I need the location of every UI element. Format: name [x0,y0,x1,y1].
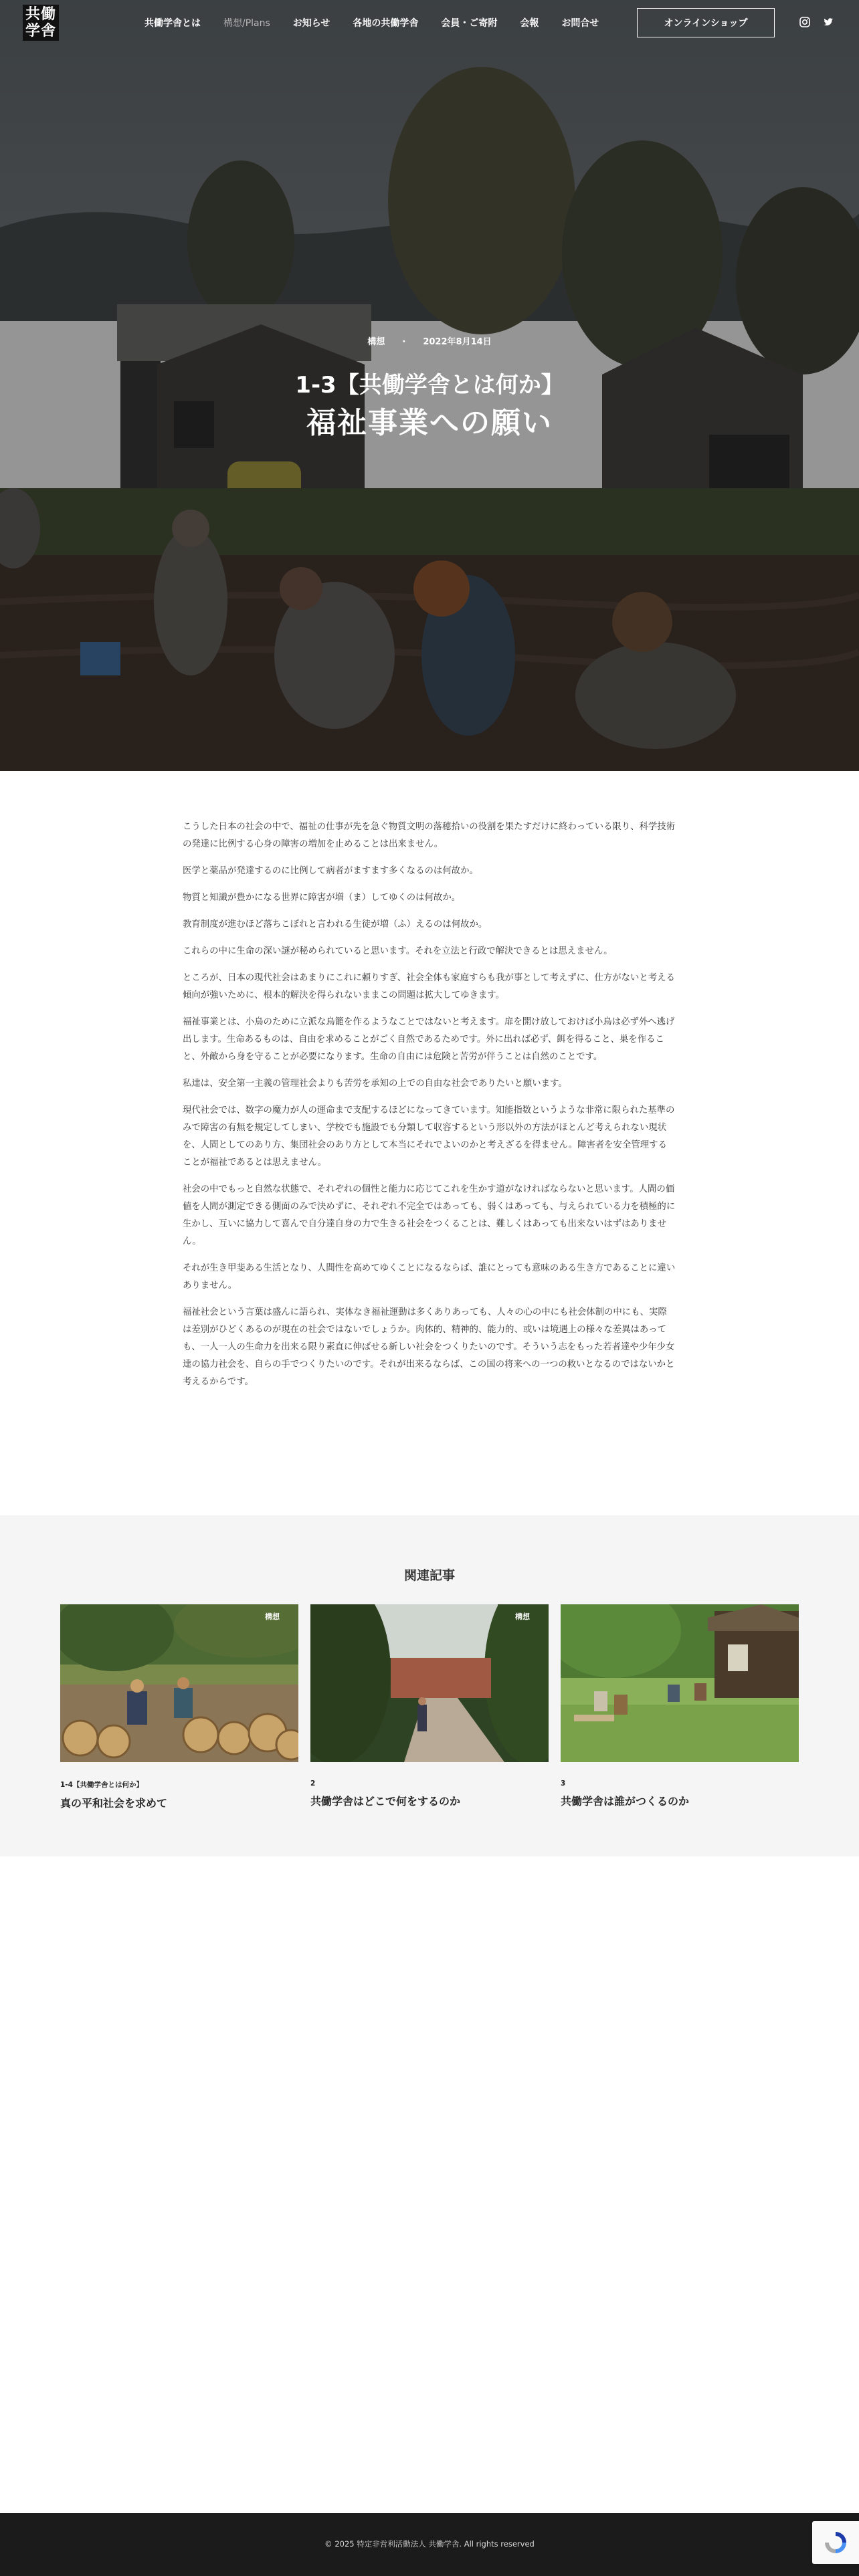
card-title[interactable]: 真の平和社会を求めて [60,1797,168,1810]
card-thumbnail[interactable] [310,1604,549,1762]
post-category[interactable]: 構想 [367,337,385,347]
related-articles [0,1515,859,1856]
post-title-line1: 1-3【共働学舎とは何か】 [295,372,564,399]
site-footer [0,2513,859,2576]
nav-plans[interactable]: 構想/Plans [223,18,270,29]
article-paragraph: それが生き甲斐ある生活となり、人間性を高めてゆくことになるならば、誰にとっても意味のある生き方であることに違いありません。 [183,1263,676,1291]
article-paragraph: ところが、日本の現代社会はあまりにこれに頼りすぎ、社会全体も家庭すらも我が事として考えずに、仕方がないと考える傾向が強いために、根本的解決を得られないままこの問題は拡大してゆきます。 [183,973,675,1000]
related-card[interactable] [310,1604,549,1808]
card-thumbnail[interactable] [561,1604,799,1762]
related-card[interactable] [60,1604,298,1810]
site-header [0,0,859,45]
card-image-logs [60,1604,298,1762]
article-paragraph: 医学と薬品が発達するのに比例して病者がますます多くなるのは何故か。 [183,866,478,876]
meta-separator: ・ [399,337,409,347]
post-date: 2022年8月14日 [423,337,492,347]
post-meta [0,334,859,347]
article-paragraph: 教育制度が進むほど落ちこぼれと言われる生徒が増（ふ）えるのは何故か。 [183,920,488,930]
hero-section [0,0,859,771]
nav-about[interactable]: 共働学舎とは [145,18,201,29]
card-image-forest-path [310,1604,549,1762]
main-nav [145,0,622,45]
article-paragraph: 社会の中でもっと自然な状態で、それぞれの個性と能力に応じてこれを生かす道がなければならないと思います。人間の価値を人間が測定できる側面のみで決めずに、それぞれ不完全ではあっても、弱くはあっても、与えられている力を積極的に生かし、互いに協力して喜んで自分達自身の力で生きる社会をつくることは、難しくはあっても出来ないはずはありません。 [183,1184,676,1247]
article-paragraph: こうした日本の社会の中で、福祉の仕事が先を急ぐ物質文明の落穂拾いの役割を果たすだけに終わっている限り、科学技術の発達に比例する心身の障害の増加を止めることは出来ません。 [183,822,676,849]
article-paragraph: 現代社会では、数字の魔力が人の運命まで支配するほどになってきています。知能指数というような非常に限られた基準のみで障害の有無を規定してしまい、学校でも施設でも分類して収容するという形以外の方法がほとんど考えられない現状を、人間としてのあり方、集団社会のあり方として本当にそれでよいのかと考えざるを得ません。障害者を安全管理することが福祉であるとは思えません。 [183,1105,675,1168]
card-image-farmhouse [561,1604,799,1762]
article-paragraph: 物質と知識が豊かになる世界に障害が増（ま）してゆくのは何故か。 [183,893,461,903]
article-paragraph: 私達は、安全第一主義の管理社会よりも苦労を承知の上での自由な社会でありたいと願います。 [183,1079,567,1089]
card-category: 2 [310,1780,316,1788]
recaptcha-badge[interactable] [812,2521,859,2564]
article-body [183,819,676,1400]
card-tag: 構想 [515,1612,530,1621]
related-card[interactable] [561,1604,799,1808]
nav-contact[interactable]: お問合せ [561,18,599,29]
post-title-line2: 福祉事業への願い [306,406,553,440]
site-logo[interactable] [23,5,59,41]
recaptcha-icon [822,2529,849,2556]
online-shop-button[interactable]: オンラインショップ [637,8,775,37]
nav-news[interactable]: お知らせ [292,18,330,29]
nav-bulletin[interactable]: 会報 [520,18,539,29]
instagram-icon[interactable] [799,16,811,28]
card-category: 3 [561,1780,566,1788]
card-title[interactable]: 共働学舎は誰がつくるのか [561,1795,690,1808]
copyright-text: © 2025 特定非営利活動法人 共働学舎. All rights reserved [324,2539,535,2549]
nav-membership[interactable]: 会員・ご寄附 [441,18,498,29]
article-paragraph: 福祉事業とは、小鳥のために立派な鳥籠を作るようなことではないと考えます。扉を開け放しておけば小鳥は必ず外へ逃げ出します。生命あるものは、自由を求めることがごく自然であるためです。外に出れば必ず、餌を得ること、巣を作ること、外敵から身を守ることが必要になります。生命の自由には危険と苦労が伴うことは自然のことです。 [183,1017,675,1062]
related-heading: 関連記事 [403,1568,455,1583]
nav-locations[interactable]: 各地の共働学舎 [353,18,419,29]
card-category: 1-4【共働学舎とは何か】 [60,1781,143,1789]
article-paragraph: これらの中に生命の深い謎が秘められていると思います。それを立法と行政で解決できるとは思えません。 [183,946,613,956]
card-thumbnail[interactable] [60,1604,298,1762]
card-tag: 構想 [265,1612,280,1621]
article-paragraph: 福祉社会という言葉は盛んに語られ、実体なき福祉運動は多くありあっても、人々の心の中にも社会体制の中にも、実際は差別がひどくあるのが現在の社会ではないでしょうか。肉体的、精神的、能力的、或いは境遇上の様々な差異はあっても、一人一人の生命力を出来る限り素直に伸ばせる新しい社会をつくりたいのです。そういう志をもった若者達や少年少女達の協力社会を、自らの手でつくりたいのです。それが出来るならば、この国の将来への一つの救いとなるのではないかと考えるからです。 [183,1307,675,1387]
logo-line1: 共働 [25,5,56,23]
twitter-icon[interactable] [822,16,834,28]
logo-line2: 学舎 [25,22,56,39]
card-title[interactable]: 共働学舎はどこで何をするのか [310,1795,461,1808]
